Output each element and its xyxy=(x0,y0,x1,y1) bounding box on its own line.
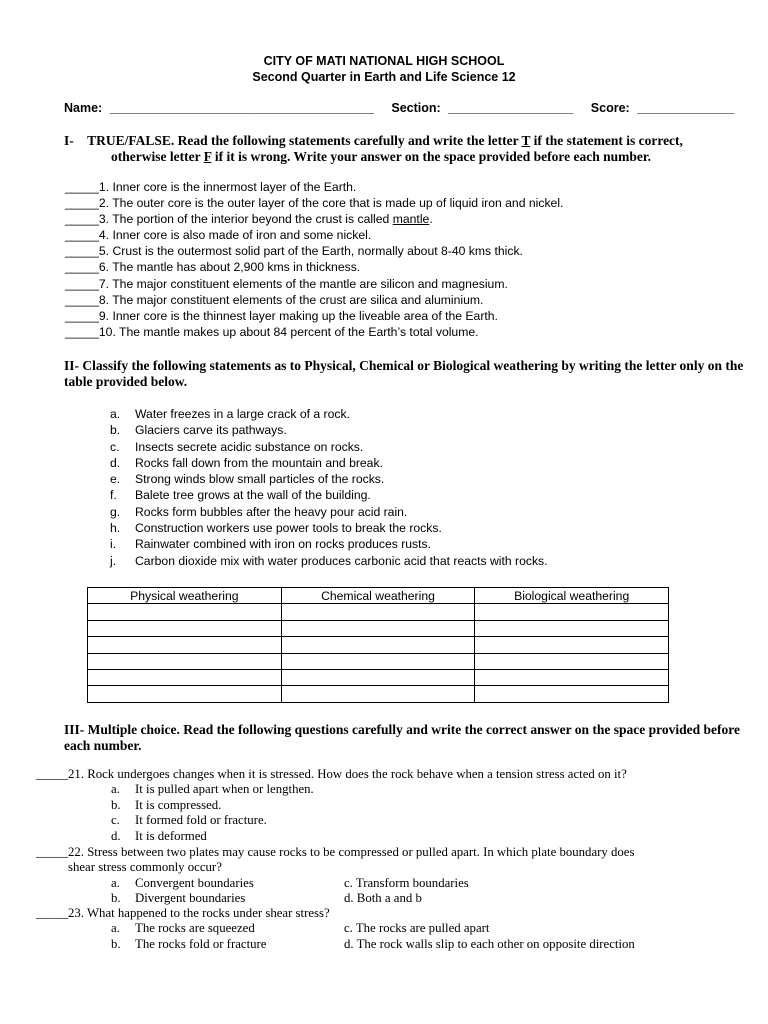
weathering-table xyxy=(87,587,669,703)
table-row xyxy=(88,604,669,620)
list-item xyxy=(65,276,725,292)
table-cell[interactable] xyxy=(281,620,475,636)
item-text: The mantle has about 2,900 kms in thickness. xyxy=(112,260,361,275)
table-header-row xyxy=(88,588,669,604)
option-text: c. Transform boundaries xyxy=(344,875,469,890)
chemical-weathering-header: Chemical weathering xyxy=(281,588,475,604)
table-cell[interactable] xyxy=(88,686,282,702)
item-number: 9. xyxy=(98,308,110,323)
question-text: 21. Rock undergoes changes when it is stressed. How does the rock behave when a tension stress acted on it? xyxy=(68,767,627,781)
answer-blank[interactable]: _____ xyxy=(65,324,99,339)
item-letter: c. xyxy=(110,439,120,454)
table-cell[interactable] xyxy=(88,653,282,669)
table-row xyxy=(88,686,669,702)
item-text: The outer core is the outer layer of the core that is made up of liquid iron and nickel. xyxy=(112,196,564,211)
answer-blank[interactable]: _____ xyxy=(65,244,99,259)
item-letter: f. xyxy=(110,488,117,503)
option-text: d. The rock walls slip to each other on opposite direction xyxy=(344,936,635,951)
letter-t: T xyxy=(521,133,531,148)
item-text: Water freezes in a large crack of a rock. xyxy=(135,407,350,421)
answer-blank[interactable]: _____ xyxy=(65,308,99,323)
answer-blank[interactable]: _____ xyxy=(36,767,68,781)
option-row xyxy=(36,937,736,952)
option-text: The rocks are squeezed xyxy=(135,921,255,936)
part1-numeral: I- xyxy=(64,133,74,148)
answer-blank[interactable]: _____ xyxy=(65,292,99,307)
item-number: 1. xyxy=(98,180,110,194)
option-row xyxy=(36,891,736,906)
item-text: Insects secrete acidic substance on rocks. xyxy=(135,439,364,454)
answer-blank[interactable]: _____ xyxy=(65,228,99,243)
item-number: 4. xyxy=(98,228,110,243)
item-text: Inner core is the thinnest layer making up the liveable area of the Earth. xyxy=(112,308,498,323)
option-text: d. Both a and b xyxy=(344,891,422,906)
part1-line2-post: if it is wrong. Write your answer on the space provided before each number. xyxy=(214,149,651,164)
item-text: Carbon dioxide mix with water produces carbonic acid that reacts with rocks. xyxy=(135,553,548,568)
true-false-list xyxy=(65,179,725,340)
item-text: Rocks fall down from the mountain and break. xyxy=(135,455,383,470)
table-cell[interactable] xyxy=(281,669,475,685)
item-letter: g. xyxy=(110,504,121,519)
list-item xyxy=(65,292,725,308)
part1-line2-pre: otherwise letter xyxy=(111,149,201,164)
table-cell[interactable] xyxy=(475,604,669,620)
item-text: The mantle makes up about 84 percent of the Earth’s total volume. xyxy=(119,324,479,339)
item-text-end: . xyxy=(429,212,433,227)
list-item xyxy=(110,487,730,503)
table-cell[interactable] xyxy=(281,653,475,669)
score-blank[interactable]: ______________ xyxy=(637,101,735,115)
part2-heading: II- Classify the following statements as to Physical, Chemical or Biological weathering by writing the letter only on the table provided below. xyxy=(64,358,744,389)
option-letter: b. xyxy=(111,891,121,906)
option xyxy=(36,813,736,828)
option-text: It is pulled apart when or lengthen. xyxy=(135,782,314,797)
list-item xyxy=(110,455,730,471)
item-text: Strong winds blow small particles of the rocks. xyxy=(135,472,385,487)
question-23 xyxy=(36,906,736,952)
table-cell[interactable] xyxy=(88,669,282,685)
item-letter: d. xyxy=(110,455,121,470)
name-label: Name: xyxy=(64,101,103,115)
table-cell[interactable] xyxy=(88,604,282,620)
item-letter: j. xyxy=(110,553,117,568)
question-text-continued: shear stress commonly occur? xyxy=(68,860,222,875)
question-text: 22. Stress between two plates may cause rocks to be compressed or pulled apart. In which plate boundary does xyxy=(68,845,635,859)
list-item xyxy=(65,179,725,195)
list-item xyxy=(65,211,725,227)
item-text: The major constituent elements of the mantle are silicon and magnesium. xyxy=(112,276,508,291)
list-item xyxy=(110,406,730,422)
answer-blank[interactable]: _____ xyxy=(65,276,99,291)
item-text: Crust is the outermost solid part of the Earth, normally about 8-40 kms thick. xyxy=(112,244,523,259)
option-text: Convergent boundaries xyxy=(135,875,254,890)
item-text: Rocks form bubbles after the heavy pour acid rain. xyxy=(135,504,408,519)
option-letter: b. xyxy=(111,797,121,812)
part3-heading: III- Multiple choice. Read the following questions carefully and write the correct answer on the space provided before each number. xyxy=(64,722,740,753)
table-row xyxy=(88,669,669,685)
answer-blank[interactable]: _____ xyxy=(65,180,99,194)
option-text: c. The rocks are pulled apart xyxy=(344,921,490,936)
table-cell[interactable] xyxy=(281,637,475,653)
physical-weathering-header: Physical weathering xyxy=(88,588,282,604)
list-item xyxy=(110,439,730,455)
table-cell[interactable] xyxy=(475,637,669,653)
option-text: The rocks fold or fracture xyxy=(135,936,267,951)
name-blank[interactable]: ______________________________________ xyxy=(109,101,374,115)
item-number: 7. xyxy=(98,276,110,291)
table-cell[interactable] xyxy=(475,620,669,636)
list-item xyxy=(110,422,730,438)
question-21 xyxy=(36,767,736,844)
list-item xyxy=(110,553,730,569)
part1-heading-text: TRUE/FALSE. Read the following statements carefully and write the letter xyxy=(87,133,519,148)
item-text: Rainwater combined with iron on rocks produces rusts. xyxy=(135,537,432,552)
list-item xyxy=(65,243,725,259)
table-cell[interactable] xyxy=(88,637,282,653)
answer-blank[interactable]: _____ xyxy=(65,212,99,227)
list-item xyxy=(110,536,730,552)
list-item xyxy=(65,259,725,275)
table-row xyxy=(88,620,669,636)
option xyxy=(36,782,736,797)
underlined-term: mantle xyxy=(392,212,430,227)
option-letter: d. xyxy=(111,828,121,843)
option-letter: a. xyxy=(111,782,120,797)
table-cell[interactable] xyxy=(475,669,669,685)
option-row xyxy=(36,876,736,891)
table-cell[interactable] xyxy=(88,620,282,636)
answer-blank[interactable]: _____ xyxy=(65,196,99,211)
item-letter: i. xyxy=(110,537,117,552)
table-row xyxy=(88,637,669,653)
part1-heading-mid: if the statement is correct, xyxy=(533,133,683,148)
list-item xyxy=(110,504,730,520)
item-letter: b. xyxy=(110,423,121,438)
item-letter: a. xyxy=(110,407,121,421)
list-item xyxy=(65,227,725,243)
item-text: Inner core is also made of iron and some nickel. xyxy=(112,228,372,243)
worksheet-subtitle: Second Quarter in Earth and Life Science 12 xyxy=(252,70,516,84)
section-label: Section: xyxy=(391,101,441,115)
option xyxy=(36,798,736,813)
option-text: It is deformed xyxy=(135,828,207,843)
option-text: It is compressed. xyxy=(135,797,222,812)
item-number: 6. xyxy=(98,260,110,275)
table-cell[interactable] xyxy=(475,686,669,702)
option-row xyxy=(36,921,736,936)
item-number: 2. xyxy=(98,196,110,211)
option-letter: c. xyxy=(111,813,120,828)
item-letter: h. xyxy=(110,521,121,536)
question-22 xyxy=(36,845,736,907)
item-number: 10. xyxy=(98,324,116,339)
table-cell[interactable] xyxy=(281,604,475,620)
answer-blank[interactable]: _____ xyxy=(36,906,68,920)
score-label: Score: xyxy=(590,101,630,115)
item-text: The portion of the interior beyond the crust is called xyxy=(112,212,390,227)
list-item xyxy=(65,195,725,211)
list-item xyxy=(110,471,730,487)
option-text: It formed fold or fracture. xyxy=(135,813,267,828)
item-letter: e. xyxy=(110,472,121,487)
list-item xyxy=(65,308,725,324)
question-text: 23. What happened to the rocks under shear stress? xyxy=(68,906,330,920)
option-text: Divergent boundaries xyxy=(135,891,246,906)
option-letter: a. xyxy=(111,875,120,890)
table-cell[interactable] xyxy=(281,686,475,702)
item-number: 3. xyxy=(98,212,110,227)
letter-f: F xyxy=(203,149,212,164)
answer-blank[interactable]: _____ xyxy=(65,260,99,275)
answer-blank[interactable]: _____ xyxy=(36,845,68,859)
option-letter: a. xyxy=(111,921,120,936)
section-blank[interactable]: __________________ xyxy=(448,101,574,115)
item-text: Balete tree grows at the wall of the building. xyxy=(135,488,371,503)
table-cell[interactable] xyxy=(475,653,669,669)
option-letter: b. xyxy=(111,936,121,951)
weathering-statements-list xyxy=(110,406,730,569)
item-text: The major constituent elements of the crust are silica and aluminium. xyxy=(112,292,484,307)
table-row xyxy=(88,653,669,669)
item-number: 5. xyxy=(98,244,110,259)
list-item xyxy=(65,324,725,340)
school-name: CITY OF MATI NATIONAL HIGH SCHOOL xyxy=(263,54,505,68)
list-item xyxy=(110,520,730,536)
biological-weathering-header: Biological weathering xyxy=(475,588,669,604)
student-info-row xyxy=(64,101,735,115)
item-text: Glaciers carve its pathways. xyxy=(135,423,287,438)
option xyxy=(36,829,736,844)
item-number: 8. xyxy=(98,292,110,307)
item-text: Inner core is the innermost layer of the Earth. xyxy=(112,180,357,194)
worksheet-header xyxy=(0,53,768,85)
part1-heading xyxy=(64,133,724,165)
item-text: Construction workers use power tools to break the rocks. xyxy=(135,521,442,536)
